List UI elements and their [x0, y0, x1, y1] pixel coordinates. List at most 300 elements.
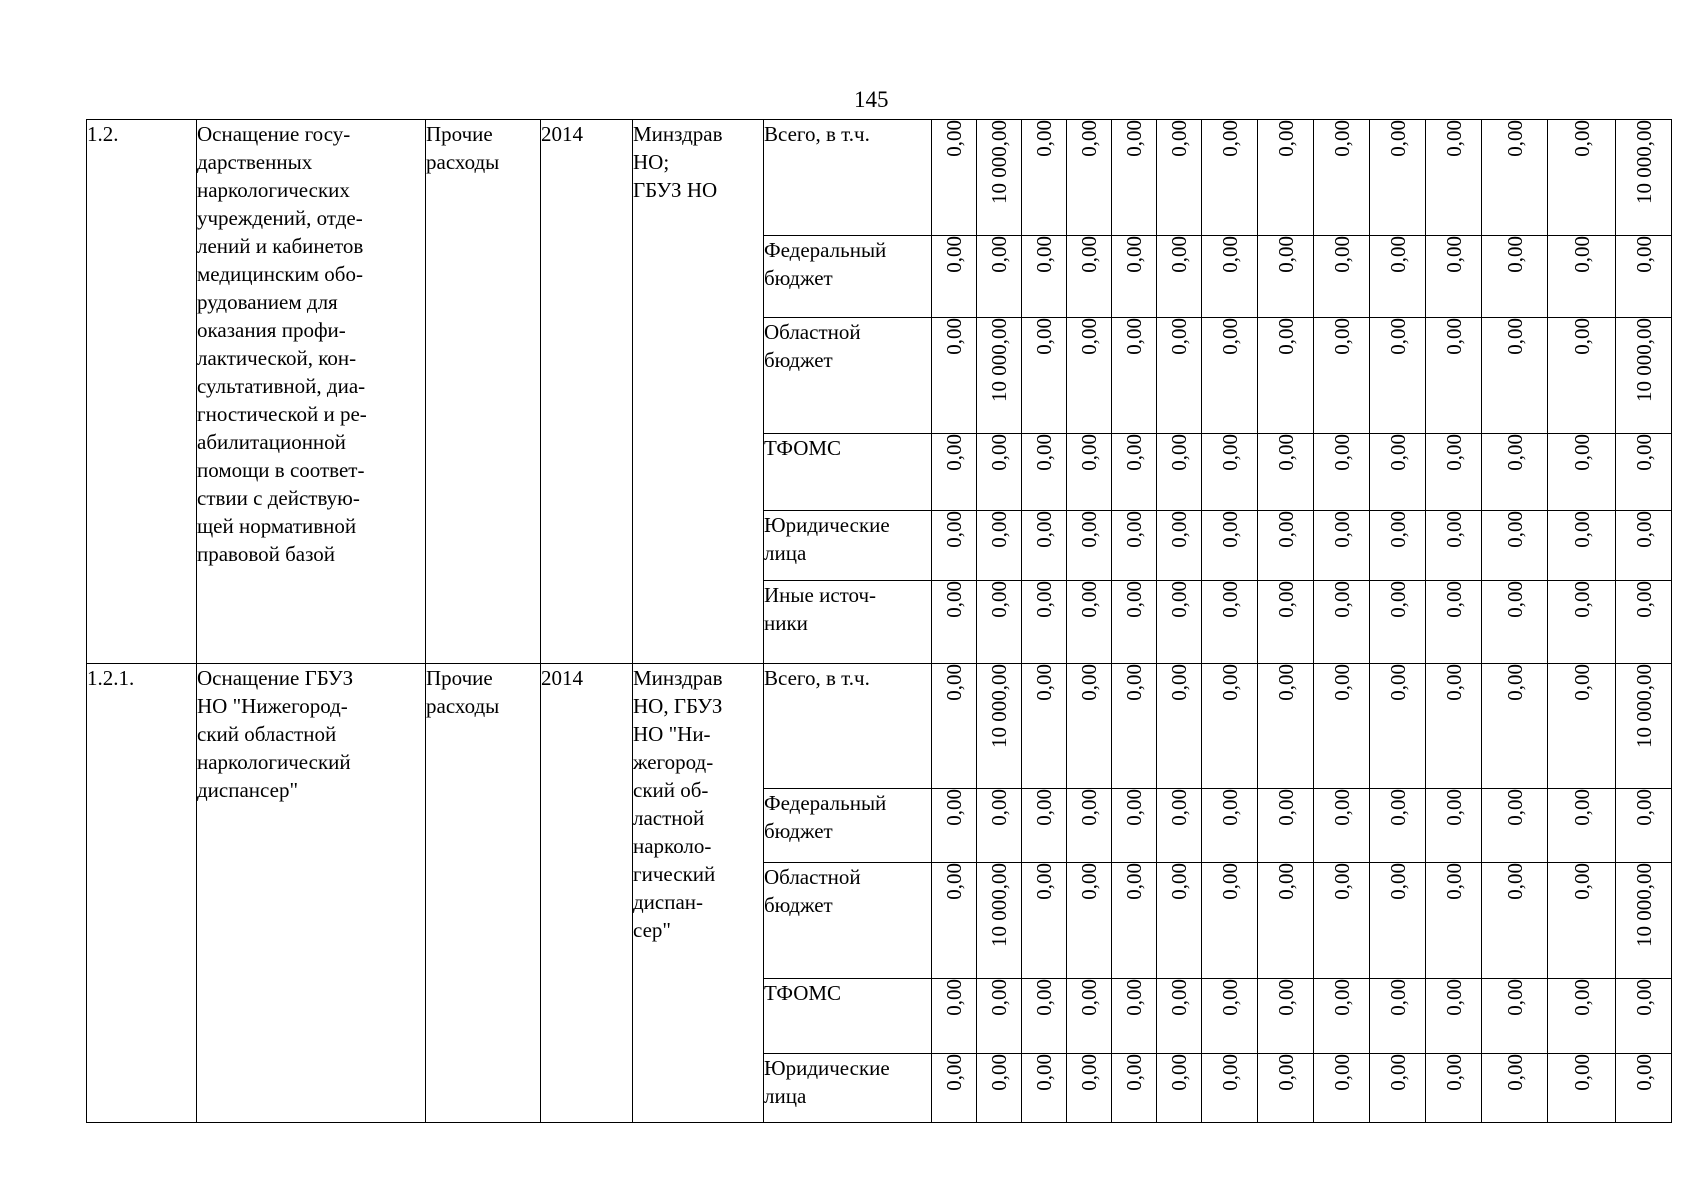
amount-value: 0,00: [1502, 863, 1527, 900]
amount-value: 0,00: [1032, 1054, 1056, 1091]
amount-value: 0,00: [1077, 1054, 1101, 1091]
funding-source-line: Юридические: [764, 1056, 890, 1080]
executor: [633, 664, 764, 1123]
amount-value: 0,00: [1329, 664, 1354, 701]
funding-source-line: бюджет: [764, 819, 833, 843]
amount-value: 0,00: [1167, 581, 1191, 618]
expense-type: [426, 120, 541, 664]
amount-value: 0,00: [1167, 318, 1191, 355]
amount-cell: [1022, 1054, 1067, 1123]
item-name-line: НО "Нижегород-: [197, 694, 348, 718]
item-name-line: медицинским обо-: [197, 262, 363, 286]
funding-source-line: бюджет: [764, 893, 833, 917]
amount-value: 0,00: [1122, 318, 1146, 355]
amount-value: 0,00: [1122, 979, 1146, 1016]
executor-line: НО;: [633, 150, 670, 174]
amount-value: 0,00: [1077, 979, 1101, 1016]
expense-type: [426, 664, 541, 1123]
amount-value: 0,00: [1441, 979, 1466, 1016]
amount-cell: [1370, 789, 1426, 863]
amount-cell: [1202, 434, 1258, 511]
amount-cell: [1157, 511, 1202, 581]
amount-cell: [1616, 120, 1672, 236]
amount-cell: [1112, 434, 1157, 511]
executor-line: гический: [633, 862, 716, 886]
amount-value: 0,00: [1217, 664, 1242, 701]
amount-value: 0,00: [1631, 434, 1656, 471]
item-name-line: наркологических: [197, 178, 350, 202]
amount-cell: [1482, 863, 1548, 979]
amount-cell: [1548, 863, 1616, 979]
amount-cell: [932, 120, 977, 236]
amount-cell: [932, 581, 977, 664]
item-code: 1.2.1.: [87, 664, 197, 1123]
funding-source-line: ники: [764, 611, 808, 635]
item-name-line: Оснащение ГБУЗ: [197, 666, 354, 690]
amount-value: 0,00: [1077, 863, 1101, 900]
item-name-line: Оснащение госу-: [197, 122, 351, 146]
amount-value: 0,00: [987, 511, 1011, 548]
amount-value: 0,00: [1329, 581, 1354, 618]
amount-cell: [1548, 581, 1616, 664]
amount-cell: [1112, 318, 1157, 434]
amount-cell: [932, 236, 977, 318]
amount-cell: [1258, 434, 1314, 511]
amount-cell: [1426, 1054, 1482, 1123]
amount-value: 0,00: [942, 434, 966, 471]
amount-value: 0,00: [1631, 236, 1656, 273]
executor: [633, 120, 764, 664]
amount-cell: [1022, 863, 1067, 979]
item-name-line: лений и кабинетов: [197, 234, 364, 258]
amount-value: 0,00: [1569, 581, 1594, 618]
amount-value: 0,00: [1385, 434, 1410, 471]
amount-value: 0,00: [942, 979, 966, 1016]
budget-table: [86, 119, 1672, 1123]
amount-value: 0,00: [1569, 318, 1594, 355]
amount-value: 0,00: [1077, 789, 1101, 826]
amount-value: 0,00: [1217, 581, 1242, 618]
amount-cell: [1616, 581, 1672, 664]
amount-cell: [1314, 863, 1370, 979]
amount-cell: [1258, 1054, 1314, 1123]
amount-value: 0,00: [987, 434, 1011, 471]
amount-cell: [1426, 511, 1482, 581]
amount-value: 0,00: [1167, 664, 1191, 701]
amount-value: 0,00: [1329, 789, 1354, 826]
amount-cell: [1482, 318, 1548, 434]
amount-value: 0,00: [1502, 434, 1527, 471]
amount-cell: [1112, 789, 1157, 863]
funding-source: [764, 664, 932, 789]
amount-value: 0,00: [1441, 789, 1466, 826]
amount-cell: [932, 664, 977, 789]
amount-value: 0,00: [942, 581, 966, 618]
amount-cell: [1370, 318, 1426, 434]
amount-cell: [1548, 789, 1616, 863]
amount-cell: [1157, 318, 1202, 434]
amount-value: 0,00: [1329, 511, 1354, 548]
amount-cell: [1022, 120, 1067, 236]
amount-cell: [1314, 979, 1370, 1054]
amount-value: 0,00: [1502, 120, 1527, 157]
funding-source: [764, 789, 932, 863]
amount-cell: [1482, 511, 1548, 581]
amount-cell: [1482, 664, 1548, 789]
amount-cell: [1616, 789, 1672, 863]
amount-cell: [1022, 434, 1067, 511]
amount-value: 0,00: [1569, 863, 1594, 900]
amount-value: 0,00: [1032, 434, 1056, 471]
funding-source: [764, 979, 932, 1054]
amount-cell: [1370, 120, 1426, 236]
amount-value: 0,00: [1569, 664, 1594, 701]
amount-value: 0,00: [1569, 511, 1594, 548]
amount-value: 0,00: [1329, 120, 1354, 157]
funding-source-line: ТФОМС: [764, 436, 842, 460]
amount-value: 0,00: [987, 979, 1011, 1016]
amount-cell: [1112, 511, 1157, 581]
amount-cell: [1258, 581, 1314, 664]
amount-value: 0,00: [1077, 581, 1101, 618]
amount-cell: [1616, 511, 1672, 581]
amount-cell: [1112, 979, 1157, 1054]
amount-value: 0,00: [942, 120, 966, 157]
amount-cell: [1548, 664, 1616, 789]
amount-cell: [1482, 120, 1548, 236]
amount-value: 0,00: [1502, 236, 1527, 273]
amount-cell: [1426, 979, 1482, 1054]
amount-cell: [1067, 434, 1112, 511]
amount-cell: [1370, 434, 1426, 511]
amount-value: 0,00: [1441, 511, 1466, 548]
amount-cell: [1482, 434, 1548, 511]
amount-cell: [932, 1054, 977, 1123]
amount-cell: [1067, 664, 1112, 789]
item-name-line: сультативной, диа-: [197, 374, 366, 398]
funding-source-line: лица: [764, 541, 807, 565]
amount-value: 0,00: [1631, 511, 1656, 548]
amount-value: 0,00: [1167, 863, 1191, 900]
amount-cell: [1067, 789, 1112, 863]
item-name-line: рудованием для: [197, 290, 338, 314]
item-name-line: диспансер": [197, 778, 299, 802]
amount-cell: [1548, 318, 1616, 434]
amount-value: 0,00: [1077, 318, 1101, 355]
amount-cell: [1067, 511, 1112, 581]
funding-source: [764, 511, 932, 581]
amount-cell: [1202, 120, 1258, 236]
item-name-line: ствии с действую-: [197, 486, 360, 510]
amount-value: 0,00: [1273, 236, 1298, 273]
amount-value: 0,00: [1122, 434, 1146, 471]
amount-value: 0,00: [987, 236, 1011, 273]
amount-cell: [1548, 120, 1616, 236]
amount-value: 0,00: [1441, 318, 1466, 355]
amount-cell: [1370, 664, 1426, 789]
amount-cell: [1202, 581, 1258, 664]
funding-source-line: Юридические: [764, 513, 890, 537]
amount-cell: [1616, 979, 1672, 1054]
amount-value: 0,00: [1032, 318, 1056, 355]
amount-cell: [1202, 318, 1258, 434]
item-name-line: оказания профи-: [197, 318, 346, 342]
year: 2014: [541, 120, 633, 664]
amount-value: 0,00: [1441, 1054, 1466, 1091]
amount-value: 0,00: [1032, 511, 1056, 548]
amount-value: 0,00: [1167, 120, 1191, 157]
amount-cell: [1314, 664, 1370, 789]
amount-value: 0,00: [1032, 863, 1056, 900]
funding-source-line: Федеральный: [764, 791, 887, 815]
amount-value: 10 000,00: [1631, 863, 1656, 947]
item-name-line: гностической и ре-: [197, 402, 367, 426]
amount-cell: [1022, 236, 1067, 318]
amount-value: 0,00: [1032, 979, 1056, 1016]
amount-value: 10 000,00: [1631, 120, 1656, 204]
executor-line: НО "Ни-: [633, 722, 711, 746]
amount-value: 0,00: [1329, 434, 1354, 471]
amount-cell: [977, 581, 1022, 664]
funding-source: [764, 434, 932, 511]
amount-value: 0,00: [1077, 434, 1101, 471]
funding-source: [764, 318, 932, 434]
amount-value: 0,00: [1329, 863, 1354, 900]
amount-cell: [977, 664, 1022, 789]
amount-cell: [1112, 863, 1157, 979]
amount-cell: [1067, 236, 1112, 318]
amount-cell: [1616, 863, 1672, 979]
amount-value: 0,00: [1217, 434, 1242, 471]
item-name-line: дарственных: [197, 150, 313, 174]
amount-cell: [1022, 511, 1067, 581]
funding-source-line: лица: [764, 1084, 807, 1108]
amount-cell: [1258, 664, 1314, 789]
executor-line: нарколо-: [633, 834, 712, 858]
amount-value: 0,00: [1385, 789, 1410, 826]
amount-cell: [1370, 863, 1426, 979]
amount-cell: [1482, 236, 1548, 318]
amount-cell: [1314, 120, 1370, 236]
amount-value: 0,00: [1385, 581, 1410, 618]
amount-cell: [1426, 789, 1482, 863]
amount-cell: [1157, 979, 1202, 1054]
amount-cell: [1426, 664, 1482, 789]
amount-cell: [1022, 664, 1067, 789]
amount-value: 0,00: [1217, 236, 1242, 273]
amount-cell: [977, 1054, 1022, 1123]
amount-cell: [1548, 434, 1616, 511]
amount-value: 0,00: [1273, 863, 1298, 900]
expense-type-line: расходы: [426, 150, 500, 174]
amount-value: 0,00: [1502, 789, 1527, 826]
funding-source-line: Федеральный: [764, 238, 887, 262]
amount-cell: [1157, 664, 1202, 789]
amount-value: 0,00: [942, 511, 966, 548]
amount-value: 0,00: [1631, 979, 1656, 1016]
page-number: 145: [854, 87, 889, 112]
amount-cell: [1202, 236, 1258, 318]
amount-cell: [1426, 863, 1482, 979]
amount-cell: [1022, 318, 1067, 434]
amount-value: 0,00: [1385, 1054, 1410, 1091]
funding-source-line: Всего, в т.ч.: [764, 666, 870, 690]
amount-value: 0,00: [987, 1054, 1011, 1091]
amount-cell: [1022, 581, 1067, 664]
amount-cell: [977, 120, 1022, 236]
amount-cell: [1112, 1054, 1157, 1123]
amount-cell: [1314, 434, 1370, 511]
amount-cell: [1258, 979, 1314, 1054]
amount-cell: [1258, 511, 1314, 581]
amount-cell: [1426, 120, 1482, 236]
amount-cell: [1067, 120, 1112, 236]
amount-value: 0,00: [1273, 511, 1298, 548]
amount-cell: [1112, 236, 1157, 318]
amount-cell: [1202, 863, 1258, 979]
amount-value: 0,00: [1217, 318, 1242, 355]
executor-line: ластной: [633, 806, 705, 830]
item-name: [197, 664, 426, 1123]
amount-value: 0,00: [1032, 120, 1056, 157]
item-code: 1.2.: [87, 120, 197, 664]
amount-value: 0,00: [1441, 863, 1466, 900]
amount-value: 0,00: [1273, 1054, 1298, 1091]
amount-value: 0,00: [1631, 1054, 1656, 1091]
amount-value: 0,00: [1217, 120, 1242, 157]
amount-value: 0,00: [1077, 511, 1101, 548]
amount-value: 0,00: [1385, 664, 1410, 701]
amount-cell: [1370, 511, 1426, 581]
expense-type-line: Прочие: [426, 122, 493, 146]
executor-line: Минздрав: [633, 122, 723, 146]
amount-value: 0,00: [1122, 120, 1146, 157]
amount-cell: [977, 318, 1022, 434]
amount-value: 0,00: [1077, 664, 1101, 701]
item-name: [197, 120, 426, 664]
amount-value: 0,00: [1441, 434, 1466, 471]
amount-value: 0,00: [1329, 318, 1354, 355]
amount-cell: [1370, 1054, 1426, 1123]
year: 2014: [541, 664, 633, 1123]
amount-cell: [1022, 979, 1067, 1054]
amount-value: 0,00: [942, 789, 966, 826]
amount-value: 10 000,00: [987, 318, 1011, 402]
amount-value: 0,00: [1502, 664, 1527, 701]
amount-value: 10 000,00: [987, 863, 1011, 947]
amount-cell: [1370, 581, 1426, 664]
amount-cell: [932, 511, 977, 581]
amount-value: 0,00: [1032, 581, 1056, 618]
item-name-line: лактической, кон-: [197, 346, 357, 370]
amount-value: 0,00: [1122, 236, 1146, 273]
amount-cell: [1112, 581, 1157, 664]
amount-cell: [1548, 1054, 1616, 1123]
amount-cell: [1067, 1054, 1112, 1123]
amount-cell: [1112, 664, 1157, 789]
executor-line: НО, ГБУЗ: [633, 694, 723, 718]
funding-source: [764, 120, 932, 236]
amount-value: 0,00: [1329, 236, 1354, 273]
amount-value: 0,00: [1032, 664, 1056, 701]
amount-value: 10 000,00: [987, 664, 1011, 748]
executor-line: Минздрав: [633, 666, 723, 690]
amount-cell: [1157, 863, 1202, 979]
amount-value: 10 000,00: [987, 120, 1011, 204]
amount-cell: [1258, 789, 1314, 863]
amount-cell: [1067, 979, 1112, 1054]
amount-cell: [1157, 1054, 1202, 1123]
amount-cell: [977, 863, 1022, 979]
amount-value: 0,00: [1569, 120, 1594, 157]
amount-value: 0,00: [1122, 581, 1146, 618]
amount-cell: [1616, 1054, 1672, 1123]
amount-value: 0,00: [1502, 511, 1527, 548]
amount-cell: [977, 789, 1022, 863]
amount-cell: [932, 863, 977, 979]
amount-cell: [1314, 236, 1370, 318]
amount-value: 0,00: [942, 1054, 966, 1091]
amount-cell: [1426, 434, 1482, 511]
amount-value: 0,00: [1502, 581, 1527, 618]
amount-value: 10 000,00: [1631, 318, 1656, 402]
amount-value: 0,00: [987, 581, 1011, 618]
amount-value: 10 000,00: [1631, 664, 1656, 748]
amount-value: 0,00: [1217, 863, 1242, 900]
amount-value: 0,00: [1217, 1054, 1242, 1091]
funding-source: [764, 236, 932, 318]
amount-cell: [1482, 1054, 1548, 1123]
amount-value: 0,00: [942, 863, 966, 900]
amount-cell: [1616, 664, 1672, 789]
amount-value: 0,00: [1273, 434, 1298, 471]
amount-value: 0,00: [1167, 434, 1191, 471]
amount-cell: [977, 434, 1022, 511]
amount-value: 0,00: [1217, 511, 1242, 548]
amount-value: 0,00: [1385, 511, 1410, 548]
amount-value: 0,00: [1273, 664, 1298, 701]
funding-source-line: бюджет: [764, 348, 833, 372]
amount-value: 0,00: [1569, 236, 1594, 273]
amount-cell: [1022, 789, 1067, 863]
item-name-line: абилитационной: [197, 430, 346, 454]
amount-value: 0,00: [1217, 979, 1242, 1016]
amount-value: 0,00: [1122, 1054, 1146, 1091]
amount-cell: [1202, 511, 1258, 581]
amount-value: 0,00: [942, 236, 966, 273]
amount-cell: [1616, 434, 1672, 511]
item-name-line: правовой базой: [197, 542, 336, 566]
amount-cell: [1616, 318, 1672, 434]
amount-value: 0,00: [1122, 511, 1146, 548]
amount-cell: [1258, 318, 1314, 434]
amount-cell: [1314, 789, 1370, 863]
amount-value: 0,00: [1631, 581, 1656, 618]
item-name-line: учреждений, отде-: [197, 206, 363, 230]
amount-value: 0,00: [1631, 789, 1656, 826]
amount-cell: [1157, 581, 1202, 664]
amount-cell: [1314, 581, 1370, 664]
amount-cell: [1157, 120, 1202, 236]
amount-cell: [1067, 581, 1112, 664]
amount-value: 0,00: [1502, 979, 1527, 1016]
amount-cell: [1426, 236, 1482, 318]
amount-cell: [1548, 979, 1616, 1054]
funding-source-line: Областной: [764, 320, 861, 344]
expense-type-line: Прочие: [426, 666, 493, 690]
item-name-line: наркологический: [197, 750, 351, 774]
amount-value: 0,00: [1122, 664, 1146, 701]
